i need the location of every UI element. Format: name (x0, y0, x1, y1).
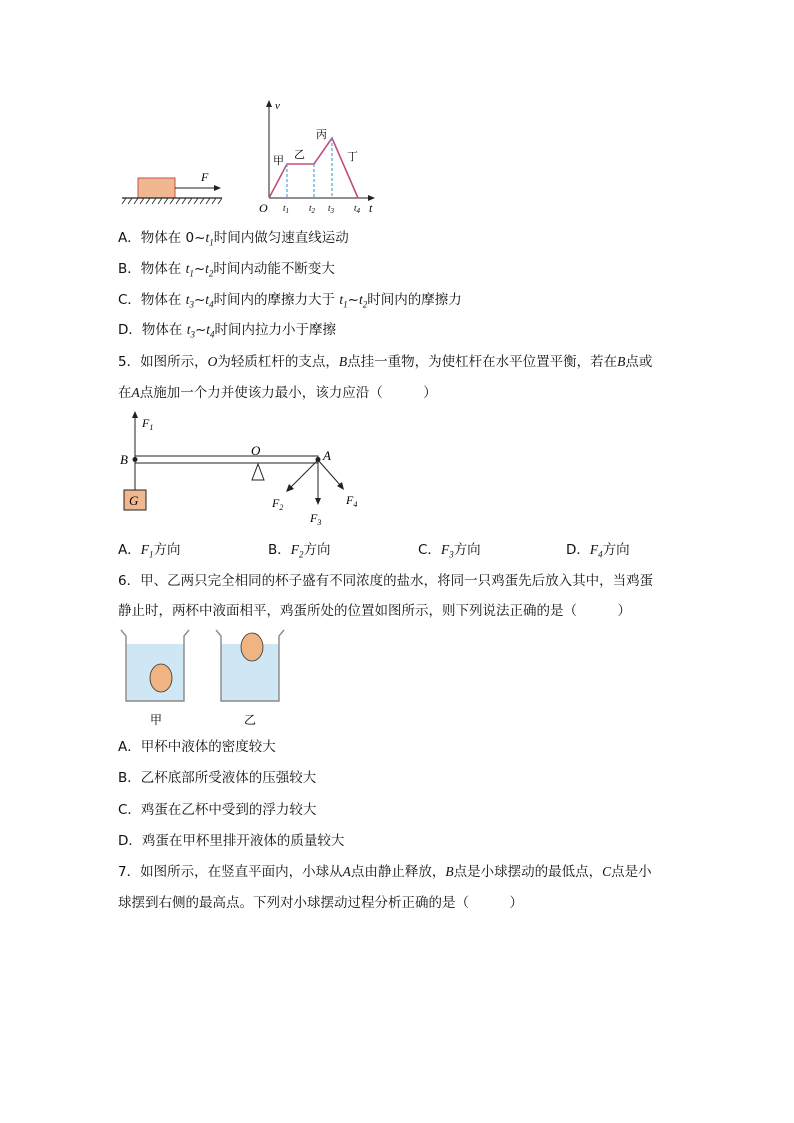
q5-lever-figure (118, 408, 378, 533)
axis-t-label: t (369, 201, 373, 215)
label-a: A (323, 448, 331, 463)
segment-label-ding: 丁 (347, 150, 358, 163)
fulcrum (252, 464, 264, 480)
tick-t1: $t_1$ (283, 203, 290, 215)
egg-yi (241, 633, 263, 661)
label-g: G (129, 493, 139, 508)
label-f4: $F_4$ (346, 493, 358, 509)
f4-arrow (318, 460, 341, 486)
q5-stem-line1: 5．如图所示，O为轻质杠杆的支点，B点挂一重物，为使杠杆在水平位置平衡，若在B点或 (118, 354, 653, 370)
q5-option-b: B．$F_2$方向 (268, 542, 331, 560)
q7-stem-line2: 球摆到右侧的最高点。下列对小球摆动过程分析正确的是（ ） (118, 895, 523, 911)
segment-label-yi: 乙 (294, 148, 305, 161)
point-b (133, 457, 138, 462)
origin-label: O (259, 201, 268, 215)
label-f2: $F_2$ (272, 496, 284, 512)
q5-option-c: C．$F_3$方向 (418, 542, 481, 560)
q4-option-c: C．物体在 $t_3\sim t_4$时间内的摩擦力大于 $t_1\sim t_2$时间内的摩擦力 (118, 292, 462, 310)
force-label: F (201, 170, 209, 184)
label-b: B (120, 452, 128, 467)
cup-label-jia: 甲 (150, 713, 163, 727)
q4-vt-graph (255, 98, 380, 218)
tick-t2: $t_2$ (309, 203, 316, 215)
q4-option-d: D．物体在 $t_3\sim t_4$时间内拉力小于摩擦 (118, 322, 337, 340)
q6-stem-line1: 6．甲、乙两只完全相同的杯子盛有不同浓度的盐水，将同一只鸡蛋先后放入其中，当鸡蛋 (118, 573, 654, 589)
surface-hatch (122, 198, 222, 204)
q6-cups-figure (118, 626, 288, 731)
q4-block-figure (118, 165, 228, 210)
lever-bar (135, 456, 318, 463)
f2-arrow (290, 460, 318, 488)
q5-stem-line2: 在A点施加一个力并使该力最小，该力应沿（ ） (118, 385, 437, 401)
q7-stem-line1: 7．如图所示，在竖直平面内，小球从A点由静止释放，B点是小球摆动的最低点，C点是小 (118, 864, 652, 880)
q6-stem-line2: 静止时，两杯中液面相平，鸡蛋所处的位置如图所示，则下列说法正确的是（ ） (118, 603, 631, 619)
segment-label-bing: 丙 (316, 128, 327, 141)
q5-option-a: A．$F_1$方向 (118, 542, 181, 560)
q6-option-c: C．鸡蛋在乙杯中受到的浮力较大 (118, 802, 317, 818)
tick-t4: $t_4$ (354, 203, 361, 215)
q6-option-a: A．甲杯中液体的密度较大 (118, 739, 276, 755)
q6-option-d: D．鸡蛋在甲杯里排开液体的质量较大 (118, 833, 345, 849)
axis-v-label: v (275, 100, 280, 112)
egg-jia (150, 664, 172, 692)
cup-label-yi: 乙 (244, 713, 257, 727)
label-f1: $F_1$ (142, 416, 154, 432)
q4-option-a: A．物体在 $0\sim t_1$时间内做匀速直线运动 (118, 230, 349, 248)
label-f3: $F_3$ (310, 511, 322, 527)
tick-t3: $t_3$ (328, 203, 335, 215)
q4-option-b: B．物体在 $t_1\sim t_2$时间内动能不断变大 (118, 261, 335, 279)
segment-label-jia: 甲 (273, 154, 284, 167)
q5-option-d: D．$F_4$方向 (566, 542, 630, 560)
q6-option-b: B．乙杯底部所受液体的压强较大 (118, 770, 317, 786)
block (138, 178, 175, 198)
force-arrowhead (214, 185, 221, 191)
label-o: O (251, 443, 261, 458)
